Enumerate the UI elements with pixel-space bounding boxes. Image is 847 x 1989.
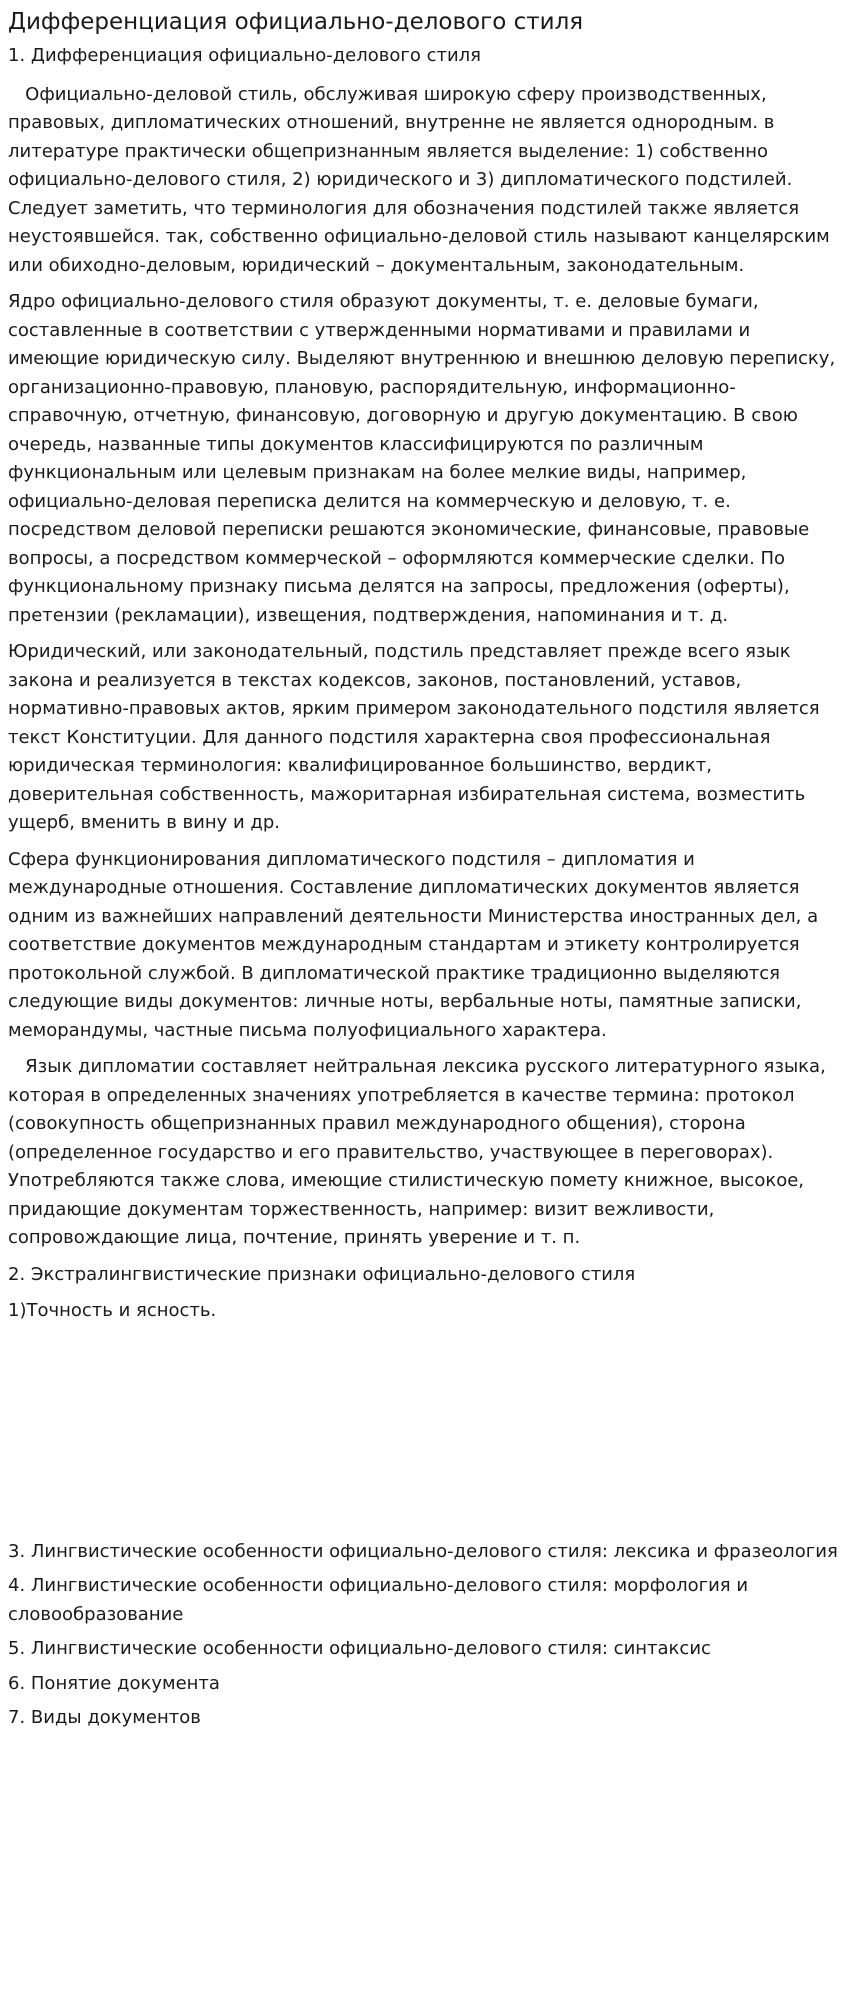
section-6-heading: 6. Понятие документа	[8, 1672, 220, 1694]
section-4-heading: 4. Лингвистические особенности официально-делового стиля: морфология и словообразование	[8, 1575, 749, 1625]
paragraph-5: Язык дипломатии составляет нейтральная лексика русского литературного языка, которая в определенных значениях употребляется в качестве термина: протокол (совокупность общепризнанных правил международного общения), сторона (определенное государство и его правительство, участвующее в переговорах). Употребляются также слова, имеющие стилистическую помету книжное, высокое, придающие документам торжественность, например: визит вежливости, сопровождающие лица, почтение, принять уверение и т. п.	[8, 1056, 826, 1248]
section-2-heading: 2. Экстралингвистические признаки официально-делового стиля	[8, 1263, 636, 1285]
paragraph-2: Ядро официально-делового стиля образуют документы, т. е. деловые бумаги, составленные в соответствии с утвержденными нормативами и правилами и имеющие юридическую силу. Выделяют внутреннюю и внешнюю деловую переписку, организационно-правовую, плановую, распорядительную, информационно-справочную, отчетную, финансовую, договорную и другую документацию. В свою очередь, названные типы документов классифицируются по различным функциональным или целевым признакам на более мелкие виды, например, официально-деловая переписка делится на коммерческую и деловую, т. е. посредством деловой переписки решаются экономические, финансовые, правовые вопросы, а посредством коммерческой – оформляются коммерческие сделки. По функциональному признаку письма делятся на запросы, предложения (оферты), претензии (рекламации), извещения, подтверждения, напоминания и т. д.	[8, 291, 836, 626]
page-title: Дифференциация официально-делового стиля	[8, 9, 584, 35]
section-3-heading: 3. Лингвистические особенности официально-делового стиля: лексика и фразеология	[8, 1540, 838, 1562]
document-page	[0, 8, 847, 1733]
paragraph-1: Официально-деловой стиль, обслуживая широкую сферу производственных, правовых, дипломатических отношений, внутренне не является однородным. в литературе практически общепризнанным является выделение: 1) собственно официально-делового стиля, 2) юридического и 3) дипломатического подстилей. Следует заметить, что терминология для обозначения подстилей также является неустоявшейся. так, собственно официально-деловой стиль называют канцелярским или обиходно-деловым, юридический – документальным, законодательным.	[8, 83, 830, 276]
section-7-heading: 7. Виды документов	[8, 1707, 201, 1728]
section-5-heading: 5. Лингвистические особенности официально-делового стиля: синтаксис	[8, 1638, 711, 1659]
section-1-heading: 1. Дифференциация официально-делового стиля	[8, 45, 481, 66]
paragraph-3: Юридический, или законодательный, подстиль представляет прежде всего язык закона и реализуется в текстах кодексов, законов, постановлений, уставов, нормативно-правовых актов, ярким примером законодательного подстиля является текст Конституции. Для данного подстиля характерна своя профессиональная юридическая терминология: квалифицированное большинство, вердикт, доверительная собственность, мажоритарная избирательная система, возместить ущерб, вменить в вину и др.	[8, 641, 820, 833]
paragraph-4: Сфера функционирования дипломатического подстиля – дипломатия и международные отношения. Составление дипломатических документов является одним из важнейших направлений деятельности Министерства иностранных дел, а соответствие документов международным стандартам и этикету контролируется протокольной службой. В дипломатической практике традиционно выделяются следующие виды документов: личные ноты, вербальные ноты, памятные записки, меморандумы, частные письма полуофициального характера.	[8, 848, 819, 1041]
section-2-item-1: 1)Точность и ясность.	[8, 1300, 217, 1321]
